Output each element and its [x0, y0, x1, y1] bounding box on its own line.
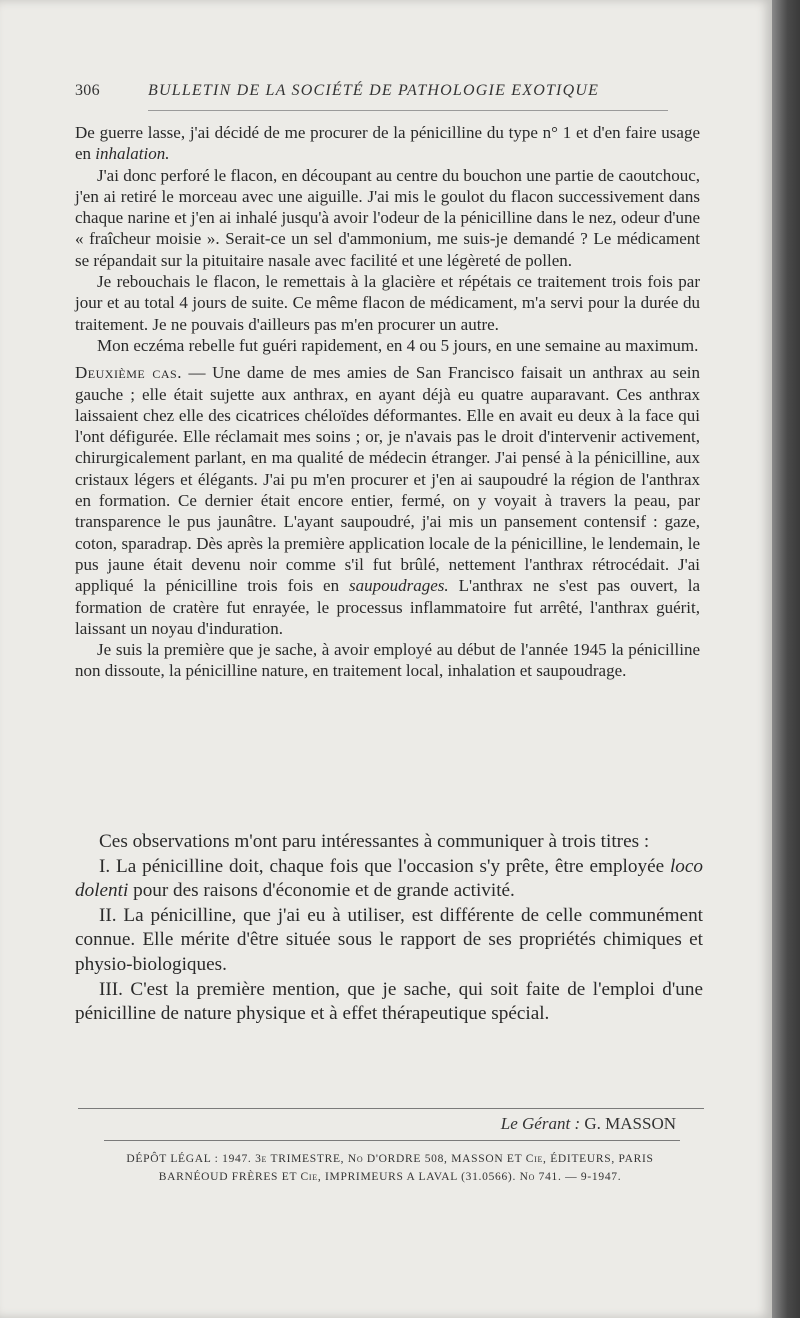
paragraph-inhalation: De guerre lasse, j'ai décidé de me procurer de la pénicilline du type n° 1 et d'en faire usage en inhalation.: [75, 123, 700, 164]
signature-role: Le Gérant :: [500, 1114, 581, 1133]
scan-edge: [772, 0, 800, 1318]
legal-imprint: [76, 1150, 704, 1186]
header-divider: [148, 110, 668, 111]
paragraph-flacon: J'ai donc perforé le flacon, en découpant au centre du bouchon une partie de caoutchouc, j'en ai retiré le morceau avec une aiguille. J'ai mis le goulot du flacon successivement dans chaque narine et j'en ai inhalé jusqu'à avoir l'odeur de la pénicilline dans le nez, odeur d'une « fraîcheur moisie ». Serait-ce un sel d'ammonium, me suis-je demandé ? Le médicament se répandait sur la pituitaire nasale avec facilité et une légèreté de pollen.: [75, 165, 700, 270]
signature: [501, 1114, 676, 1134]
paragraph-traitement: Je rebouchais le flacon, le remettais à la glacière et répétais ce traitement trois fois par jour et au total 4 jours de suite. Ce même flacon de médicament, m'a servi pour la durée du traitement. Je ne pouvais d'ailleurs pas m'en procurer un autre.: [75, 272, 700, 334]
imprint-line-1: DÉPÔT LÉGAL : 1947. 3e TRIMESTRE, No D'ORDRE 508, MASSON ET Cie, ÉDITEURS, PARIS: [126, 1153, 654, 1165]
case-heading: Deuxième cas.: [75, 363, 182, 383]
case-report-text: [75, 122, 700, 682]
paragraph-first-use: Je suis la première que je sache, à avoir employé au début de l'année 1945 la pénicilline non dissoute, la pénicilline nature, en traitement local, inhalation et saupoudrage.: [75, 640, 700, 681]
conclusion-point-2: II. La pénicilline, que j'ai eu à utiliser, est différente de celle communément connue. Elle mérite d'être située sous le rapport de ses propriétés chimiques et physio-biologiques.: [75, 904, 703, 975]
conclusion-point-3: III. C'est la première mention, que je sache, qui soit faite de l'emploi d'une pénicilline de nature physique et à effet thérapeutique spécial.: [75, 978, 703, 1025]
page-number: 306: [75, 82, 100, 99]
emphasis-loco-dolenti: loco dolenti: [75, 855, 703, 902]
imprint-line-2: BARNÉOUD FRÈRES ET Cie, IMPRIMEURS A LAVAL (31.0566). No 741. — 9-1947.: [158, 1171, 622, 1183]
signature-name: G. MASSON: [584, 1114, 676, 1133]
conclusion-intro: Ces observations m'ont paru intéressantes à communiquer à trois titres :: [99, 831, 650, 852]
emphasis-saupoudrages: saupoudrages.: [349, 576, 449, 596]
conclusions: [75, 830, 703, 1027]
footer-divider-top: [78, 1108, 704, 1109]
conclusion-point-1: I. La pénicilline doit, chaque fois que l'occasion s'y prête, être employée loco dolenti pour des raisons d'économie et de grande activité.: [75, 855, 703, 902]
paragraph-second-case: Deuxième cas. — Une dame de mes amies de San Francisco faisait un anthrax au sein gauche ; elle était sujette aux anthrax, en ayant déjà eu quatre auparavant. Ces anthrax laissaient chez elle des cicatrices chéloïdes déformantes. Elle en avait eu deux à la face qui l'ont défigurée. Elle réclamait mes soins ; or, je n'avais pas le droit d'intervenir activement, chirurgicalement parlant, en ma qualité de médecin étranger. J'ai pensé à la pénicilline, aux cristaux légers et élégants. J'ai pu m'en procurer et j'en ai saupoudré la région de l'anthrax en formation. Ce dernier était encore entier, fermé, on y voyait à travers la peau, par transparence le pus jaunâtre. L'ayant saupoudré, j'ai mis un pansement contensif : gaze, coton, sparadrap. Dès après la première application locale de la pénicilline, le lendemain, le pus jaune était devenu noir comme s'il fut brûlé, nettement l'anthrax rétrocédait. J'ai appliqué la pénicilline trois fois en saupoudrages. L'anthrax ne s'est pas ouvert, la formation de cratère fut enrayée, le processus inflammatoire fut arrêté, l'anthrax guérit, laissant un noyau d'induration.: [75, 363, 701, 638]
page-header: [75, 82, 705, 104]
paragraph-eczema: Mon eczéma rebelle fut guéri rapidement, en 4 ou 5 jours, en une semaine au maximum.: [97, 335, 699, 355]
footer-divider-bottom: [104, 1140, 680, 1141]
running-title: BULLETIN DE LA SOCIÉTÉ DE PATHOLOGIE EXOTIQUE: [148, 82, 600, 99]
emphasis-inhalation: inhalation.: [95, 144, 170, 164]
